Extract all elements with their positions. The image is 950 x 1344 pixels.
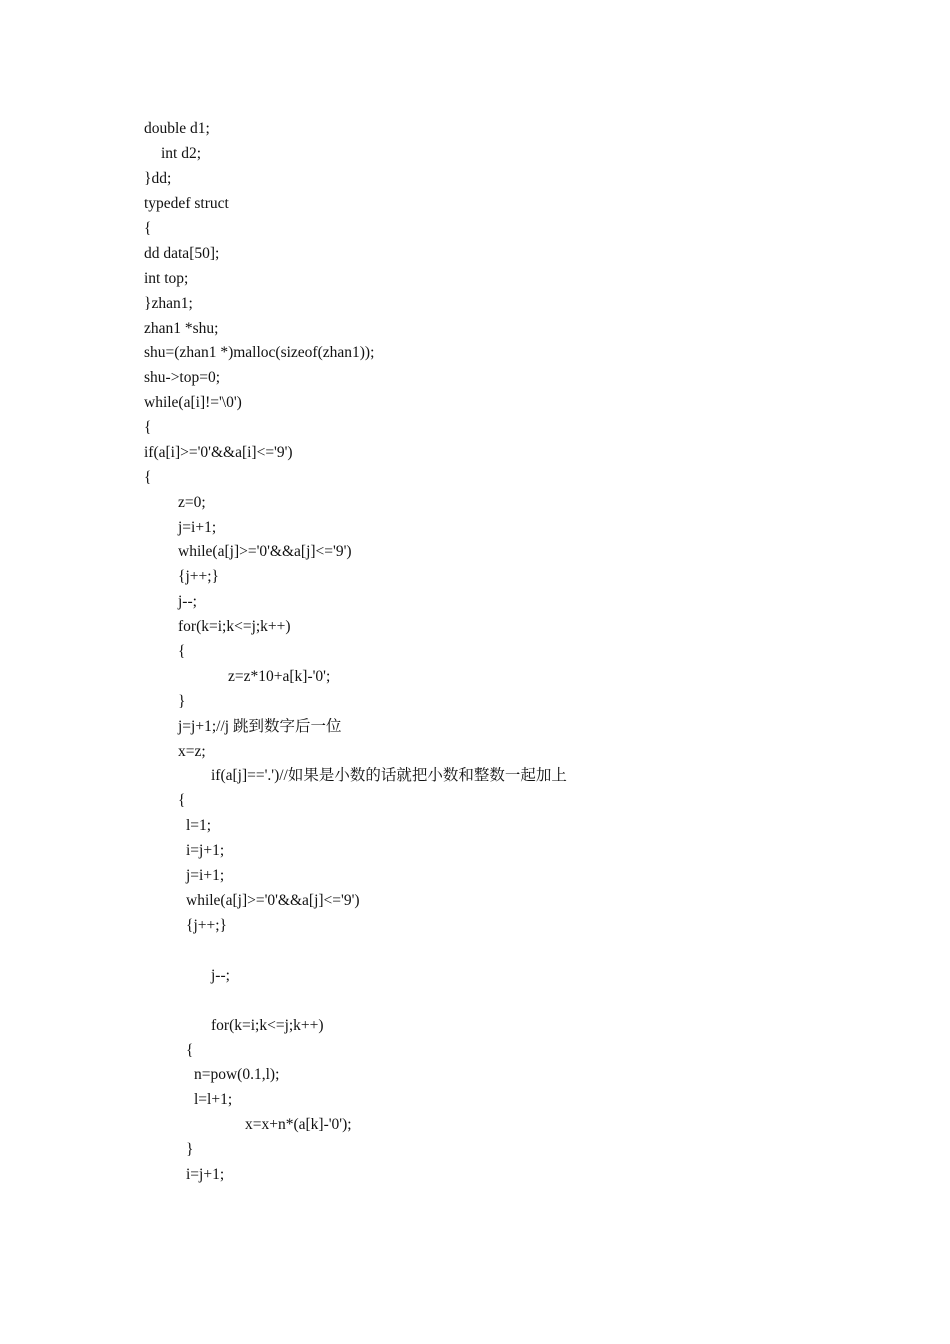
code-line: x=x+n*(a[k]-'0');	[245, 1116, 352, 1133]
code-line: typedef struct	[144, 195, 229, 212]
code-line: }	[178, 693, 186, 710]
code-line: j=i+1;	[186, 867, 225, 884]
code-line: j=i+1;	[178, 519, 217, 536]
code-line: n=pow(0.1,l);	[194, 1066, 280, 1083]
code-line: i=j+1;	[186, 842, 225, 859]
code-line: for(k=i;k<=j;k++)	[211, 1017, 324, 1034]
code-line: int top;	[144, 270, 189, 287]
code-line: }dd;	[144, 170, 172, 187]
code-line: if(a[i]>='0'&&a[i]<='9')	[144, 444, 293, 461]
code-line: z=0;	[178, 494, 206, 511]
code-line: shu->top=0;	[144, 369, 221, 386]
code-line: int d2;	[161, 145, 202, 162]
code-line: j=j+1;//j 跳到数字后一位	[178, 718, 342, 735]
code-line: }zhan1;	[144, 295, 193, 312]
code-line: {	[144, 469, 152, 486]
code-line: dd data[50];	[144, 245, 220, 262]
code-line: x=z;	[178, 743, 206, 760]
code-line: z=z*10+a[k]-'0';	[228, 668, 331, 685]
code-line: for(k=i;k<=j;k++)	[178, 618, 291, 635]
code-line: l=1;	[186, 817, 212, 834]
code-line: {j++;}	[178, 568, 219, 585]
code-line: j--;	[211, 967, 230, 984]
code-line: shu=(zhan1 *)malloc(sizeof(zhan1));	[144, 344, 375, 361]
code-line: zhan1 *shu;	[144, 320, 219, 337]
code-line: j--;	[178, 593, 197, 610]
code-line: }	[186, 1141, 194, 1158]
code-line: {	[178, 643, 186, 660]
code-line: {	[144, 419, 152, 436]
code-line: double d1;	[144, 120, 210, 137]
code-line: {	[178, 792, 186, 809]
code-line: l=l+1;	[194, 1091, 233, 1108]
code-line: {	[144, 220, 152, 237]
code-line: {j++;}	[186, 917, 227, 934]
code-line: i=j+1;	[186, 1166, 225, 1183]
code-line: if(a[j]=='.')//如果是小数的话就把小数和整数一起加上	[211, 767, 567, 784]
code-line: while(a[j]>='0'&&a[j]<='9')	[186, 892, 360, 909]
code-line: while(a[i]!='\0')	[144, 394, 242, 411]
code-line: while(a[j]>='0'&&a[j]<='9')	[178, 543, 352, 560]
code-line: {	[186, 1042, 194, 1059]
